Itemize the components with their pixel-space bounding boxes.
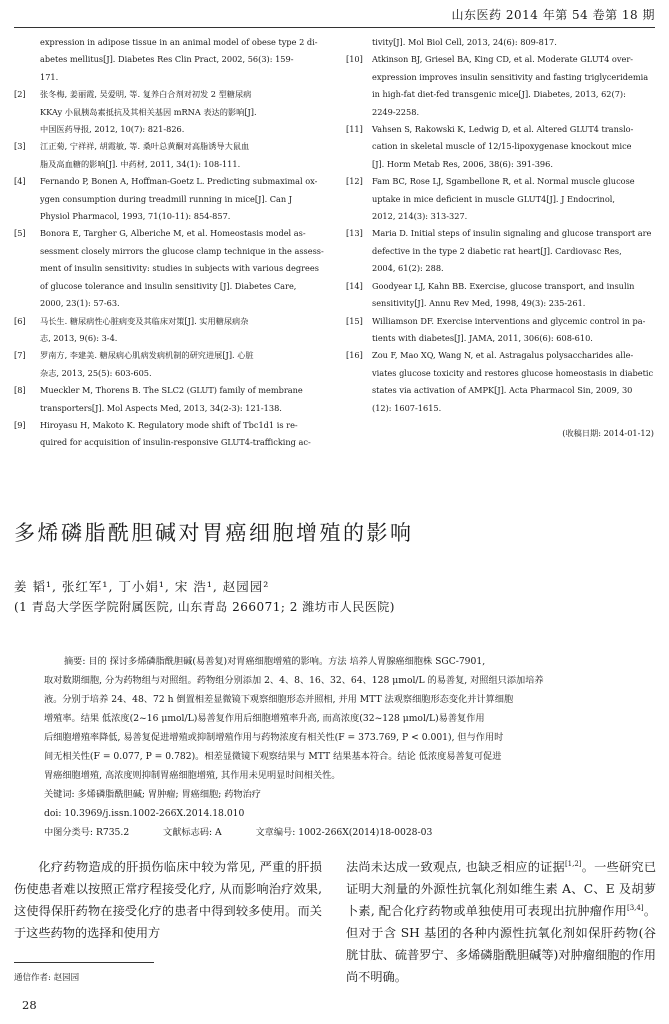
reference-number: [14] [346,280,363,291]
reference-number: [6] [14,315,26,326]
reference-line: expression in adipose tissue in an animal model of obese type 2 di- [40,37,318,47]
reference-line: 杂志, 2013, 25(5): 603-605. [40,367,152,378]
reference-line: Fernando P, Bonen A, Hoffman-Goetz L. Predicting submaximal ox- [40,176,318,187]
body-column-right [346,856,656,988]
abstract-line: 间无相关性(F = 0.077, P = 0.782)。相差显微镜下观察结果与 MTT 结果基本符合。结论 低浓度易善复可促进 [44,751,502,762]
reference-line: of glucose tolerance and insulin sensitivity [J]. Diabetes Care, [40,280,297,291]
reference-line: tients with diabetes[J]. JAMA, 2011, 306(6): 608-610. [372,332,593,343]
reference-number: [12] [346,176,363,187]
reference-line: cation in skeletal muscle of 12/15-lipoxygenase knockout mice [372,141,632,152]
reference-line: states via activation of AMPK[J]. Acta Pharmacol Sin, 2009, 30 [372,385,633,396]
reference-line: Maria D. Initial steps of insulin signaling and glucose transport are [372,228,652,239]
reference-line: 脂及高血糖的影响[J]. 中药材, 2011, 34(1): 108-111. [40,158,241,169]
reference-line: sessment closely mirrors the glucose clamp technique in the assess- [40,245,324,256]
doi: doi: 10.3969/j.issn.1002-266X.2014.18.010 [44,808,245,819]
reference-line: Fam BC, Rose LJ, Sgambellone R, et al. Normal muscle glucose [372,176,635,187]
reference-number: [10] [346,54,363,65]
reference-item [14,347,320,382]
reference-line: Atkinson BJ, Griesel BA, King CD, et al. Moderate GLUT4 over- [372,54,634,65]
reference-number: [3] [14,141,26,152]
footnote-rule [14,962,154,963]
reference-number: [9] [14,419,26,430]
reference-item [346,34,656,51]
reference-number: [5] [14,228,26,239]
reference-item [346,51,656,121]
references-right [346,34,656,442]
reference-line: 2004, 61(2): 288. [372,263,444,274]
reference-line: Goodyear LJ, Kahn BB. Exercise, glucose transport, and insulin [372,280,635,291]
reference-item [346,121,656,173]
reference-line: viates glucose toxicity and restores glucose homeostasis in diabetic [372,367,654,378]
reference-line: KKAy 小鼠胰岛素抵抗及其相关基因 mRNA 表达的影响[J]. [40,106,257,117]
reference-line: Williamson DF. Exercise interventions and glycemic control in pa- [372,315,646,326]
reference-line: 志, 2013, 9(6): 3-4. [40,332,118,343]
reference-number: [13] [346,228,363,239]
page-number: 28 [22,998,37,1012]
reference-item [14,138,320,173]
reference-item [14,417,320,452]
running-header: 山东医药 2014 年第 54 卷第 18 期 [451,8,655,22]
header-rule [14,27,655,28]
reference-item [14,86,320,138]
reference-line: Bonora E, Targher G, Alberiche M, et al. Homeostasis model as- [40,228,306,239]
body-text: 。一些研究已证明大剂量的外源性抗氧化剂如维生素 A、C、E 及胡萝卜素, 配合化疗药物或单独使用可表现出抗肿瘤作用 [346,860,657,918]
reference-number: [2] [14,89,26,100]
citation: [3,4] [626,903,644,912]
classification-number: 中图分类号: R735.2 [44,827,130,838]
abstract-text [44,652,632,785]
received-date: (收稿日期: 2014-01-12) [562,427,654,438]
reference-item [14,382,320,417]
reference-number: [4] [14,176,26,187]
classification-line [44,823,632,842]
body-column-left [14,856,322,944]
reference-line: 马长生. 糖尿病性心脏病变及其临床对策[J]. 实用糖尿病杂 [40,315,249,326]
keywords: 关键词: 多烯磷脂酰胆碱; 胃肿瘤; 胃癌细胞; 药物治疗 [44,789,261,800]
reference-line: 江正菊, 宁祥祥, 胡霞敏, 等. 桑叶总黄酮对高脂诱导大鼠血 [40,141,250,152]
article-authors: 姜 韬¹, 张红军¹, 丁小娟¹, 宋 浩¹, 赵园园² [14,579,270,594]
reference-line: ment of insulin sensitivity: studies in subjects with various degrees [40,263,319,274]
reference-number: [7] [14,350,26,361]
reference-line: 2249-2258. [372,106,420,117]
reference-line: ygen consumption during treadmill running in mice[J]. Can J [40,193,293,204]
reference-line: 2000, 23(1): 57-63. [40,298,120,309]
reference-line: expression improves insulin sensitivity and fasting triglyceridemia [372,71,649,82]
references-left [14,34,324,452]
reference-line: abetes mellitus[J]. Diabetes Res Clin Pract, 2002, 56(3): 159- [40,54,294,65]
body-paragraph: 化疗药物造成的肝损伤临床中较为常见, 严重的肝损伤使患者难以按照正常疗程接受化疗, 从而影响治疗效果, 这使得保肝药物在接受化疗的患者中得到较多使用。而关于这些药物的选择和使用方 [14,860,322,940]
abstract-line: 后细胞增殖率降低, 易善复促进增殖或抑制增殖作用与药物浓度有相关性(F = 373.769, P < 0.001), 但与作用时 [44,732,504,743]
document-code: 文献标志码: A [163,827,222,838]
reference-line: in high-fat diet-fed transgenic mice[J]. Diabetes, 2013, 62(7): [372,89,626,100]
reference-number: [11] [346,124,363,135]
abstract-line: 胃癌细胞增殖, 高浓度则抑制胃癌细胞增殖, 其作用未见明显时间相关性。 [44,770,341,781]
reference-line: 2012, 214(3): 313-327. [372,211,468,222]
reference-item [14,225,324,312]
reference-item [14,34,320,86]
abstract-line: 增殖率。结果 低浓度(2~16 μmol/L)易善复作用后细胞增殖率升高, 而高浓度(32~128 μmol/L)易善复作用 [44,713,485,724]
body-text: 。但对于含 SH 基团的各种内源性抗氧化剂如保肝药物(谷胱甘肽、硫普罗宁、多烯磷脂酰胆碱等)对肿瘤细胞的作用尚不明确。 [346,904,657,984]
citation: [1,2] [564,859,582,868]
reference-item [346,278,656,313]
reference-line: Physiol Pharmacol, 1993, 71(10-11): 854-857. [40,211,231,222]
reference-item [346,313,656,348]
article-affiliation: (1 青岛大学医学院附属医院, 山东青岛 266071; 2 潍坊市人民医院) [14,600,395,614]
reference-line: Vahsen S, Rakowski K, Ledwig D, et al. Altered GLUT4 translo- [372,124,634,135]
article-id: 文章编号: 1002-266X(2014)18-0028-03 [255,827,433,838]
reference-item [14,313,320,348]
reference-item [346,173,656,225]
abstract-line: 取对数期细胞, 分为药物组与对照组。药物组分别添加 2、4、8、16、32、64、128 μmol/L 的易善复, 对照组只添加培养 [44,675,544,686]
reference-line: Zou F, Mao XQ, Wang N, et al. Astragalus polysaccharides alle- [372,350,634,361]
reference-line: defective in the type 2 diabetic rat heart[J]. Cardiovasc Res, [372,245,622,256]
reference-item [346,347,656,417]
reference-line: 张冬梅, 姜丽霞, 吴爱明, 等. 复养白合剂对初发 2 型糖尿病 [40,89,252,100]
abstract-line: 液。分别于培养 24、48、72 h 倒置相差显微镜下观察细胞形态并照相, 并用 MTT 法观察细胞形态变化并计算细胞 [44,694,514,705]
reference-line: uptake in mice deficient in muscle GLUT4[J]. J Endocrinol, [372,193,615,204]
reference-line: transporters[J]. Mol Aspects Med, 2013, 34(2-3): 121-138. [40,402,282,413]
reference-number: [16] [346,350,363,361]
reference-line: sensitivity[J]. Annu Rev Med, 1998, 49(3): 235-261. [372,298,586,309]
abstract [44,652,632,842]
body-text: 法尚未达成一致观点, 也缺乏相应的证据 [346,860,565,874]
reference-line: tivity[J]. Mol Biol Cell, 2013, 24(6): 809-817. [372,37,557,47]
reference-item [14,173,320,225]
reference-line: (12): 1607-1615. [372,402,442,413]
abstract-line: 摘要: 目的 探讨多烯磷脂酰胆碱(易善复)对胃癌细胞增殖的影响。方法 培养人胃腺癌细胞株 SGC-7901, [64,656,486,667]
article-title: 多烯磷脂酰胆碱对胃癌细胞增殖的影响 [14,521,414,545]
reference-line: 171. [40,71,59,82]
reference-number: [15] [346,315,363,326]
reference-number: [8] [14,385,26,396]
reference-line: Hiroyasu H, Makoto K. Regulatory mode shift of Tbc1d1 is re- [40,419,298,430]
reference-line: quired for acquisition of insulin-responsive GLUT4-trafficking ac- [40,437,311,448]
reference-line: 罗南方, 李建美. 糖尿病心肌病发病机制的研究进展[J]. 心脏 [40,350,254,361]
reference-line: [J]. Horm Metab Res, 2006, 38(6): 391-396. [372,158,553,169]
reference-line: 中国医药导报, 2012, 10(7): 821-826. [40,124,185,135]
body-paragraph [346,856,656,988]
reference-item [346,225,656,277]
reference-line: Mueckler M, Thorens B. The SLC2 (GLUT) family of membrane [40,385,303,396]
footnote: 通信作者: 赵园园 [14,973,80,983]
